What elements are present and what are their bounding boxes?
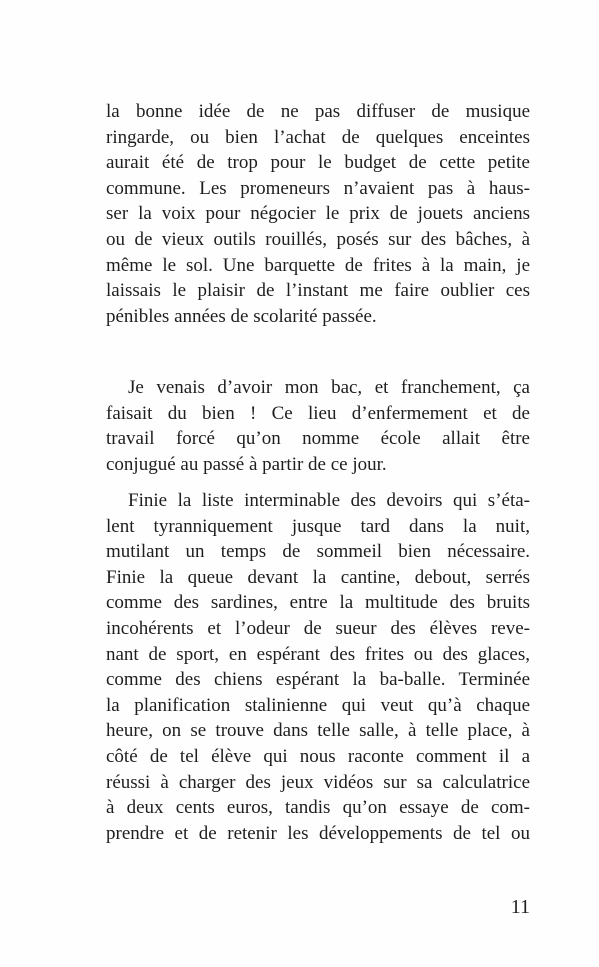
text-line: Finie la liste interminable des devoirs qui s’éta- [128, 490, 530, 511]
text-line: mutilant un temps de sommeil bien nécessaire. [106, 541, 530, 563]
text-line: comme des chiens espérant la ba-balle. Terminée [106, 669, 530, 691]
text-line: pénibles années de scolarité passée. [106, 305, 377, 327]
text-line: comme des sardines, entre la multitude des bruits [106, 592, 530, 614]
paragraph-2 [106, 375, 530, 477]
text-line: nant de sport, en espérant des frites ou des glaces, [106, 643, 530, 665]
text-line: faisait du bien ! Ce lieu d’enfermement et de [106, 402, 530, 424]
text-line: Finie la queue devant la cantine, debout, serrés [106, 566, 530, 588]
text-line: même le sol. Une barquette de frites à la main, je [106, 254, 530, 276]
text-line: laissais le plaisir de l’instant me faire oublier ces [106, 280, 530, 302]
text-line: lent tyranniquement jusque tard dans la nuit, [106, 515, 530, 537]
page-number: 11 [510, 896, 530, 918]
text-line: commune. Les promeneurs n’avaient pas à haus- [106, 177, 530, 199]
text-line: Je venais d’avoir mon bac, et franchement, ça [128, 377, 530, 398]
text-line: côté de tel élève qui nous raconte comment il a [106, 745, 530, 767]
text-line: aurait été de trop pour le budget de cette petite [106, 152, 530, 174]
text-line: ringarde, ou bien l’achat de quelques enceintes [106, 126, 530, 148]
text-line: à deux cents euros, tandis qu’on essaye de com- [106, 797, 530, 819]
text-line: ou de vieux outils rouillés, posés sur des bâches, à [106, 228, 530, 250]
paragraph-3 [106, 488, 530, 846]
text-line: heure, on se trouve dans telle salle, à telle place, à [106, 720, 530, 742]
text-line: prendre et de retenir les développements de tel ou [106, 822, 530, 844]
paragraph-1 [106, 99, 530, 329]
text-line: la bonne idée de ne pas diffuser de musique [106, 101, 530, 122]
text-line: travail forcé qu’on nomme école allait être [106, 428, 530, 450]
text-line: incohérents et l’odeur de sueur des élèves reve- [106, 617, 530, 639]
text-line: conjugué au passé à partir de ce jour. [106, 453, 387, 475]
text-line: réussi à charger des jeux vidéos sur sa calculatrice [106, 771, 530, 793]
text-line: ser la voix pour négocier le prix de jouets anciens [106, 203, 530, 225]
text-line: la planification stalinienne qui veut qu’à chaque [106, 694, 530, 716]
